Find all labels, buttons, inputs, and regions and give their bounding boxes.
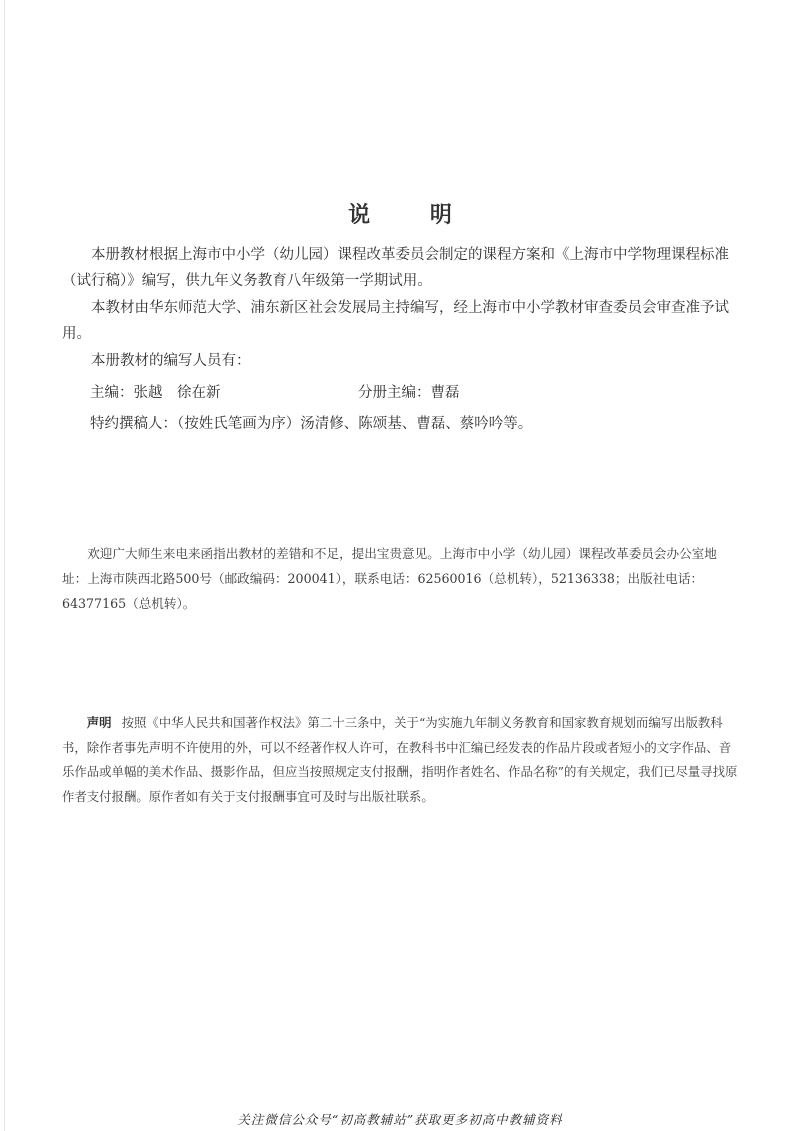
- intro-paragraph-curriculum: 本册教材根据上海市中小学（幼儿园）课程改革委员会制定的课程方案和《上海市中学物理课程标准（试行稿）》编写，供九年义务教育八年级第一学期试用。: [62, 247, 729, 289]
- footer-note: 关注微信公众号“初高教辅站”获取更多初高中教辅资料: [237, 1112, 563, 1127]
- volume-editor: 分册主编：曹磊: [358, 384, 460, 401]
- editors-line: [62, 381, 742, 407]
- intro-paragraph-editing: 本教材由华东师范大学、浦东新区社会发展局主持编写，经上海市中小学教材审查委员会审查准予试用。: [62, 300, 729, 342]
- page-title: 说 明: [348, 203, 478, 228]
- statement-paragraph: [62, 711, 742, 809]
- contributors-line: 特约撰稿人：（按姓氏笔画为序）汤清修、陈颂基、曹磊、蔡吟吟等。: [90, 416, 533, 432]
- page-edge-line: [4, 0, 5, 1131]
- statement-label: 声明: [86, 715, 112, 730]
- feedback-paragraph: 欢迎广大师生来电来函指出教材的差错和不足，提出宝贵意见。上海市中小学（幼儿园）课程改革委员会办公室地址：上海市陕西北路500号（邮政编码：200041），联系电话：62560016（总机转），52136338；出版社电话：64377165（总机转）。: [62, 546, 717, 611]
- chief-editor: 主编：张越 徐在新: [90, 384, 221, 401]
- staff-heading: 本册教材的编写人员有：: [91, 353, 251, 369]
- intro-section: [62, 243, 742, 438]
- statement-text: 按照《中华人民共和国著作权法》第二十三条中，关于“为实施九年制义务教育和国家教育规划而编写出版教科书，除作者事先声明不许使用的外，可以不经著作权人许可，在教科书中汇编已经发表的作品片段或者短小的文字作品、音乐作品或单幅的美术作品、摄影作品，但应当按照规定支付报酬，指明作者姓名、作品名称”的有关规定，我们已尽量寻找原作者支付报酬。原作者如有关于支付报酬事宜可及时与出版社联系。: [62, 715, 738, 804]
